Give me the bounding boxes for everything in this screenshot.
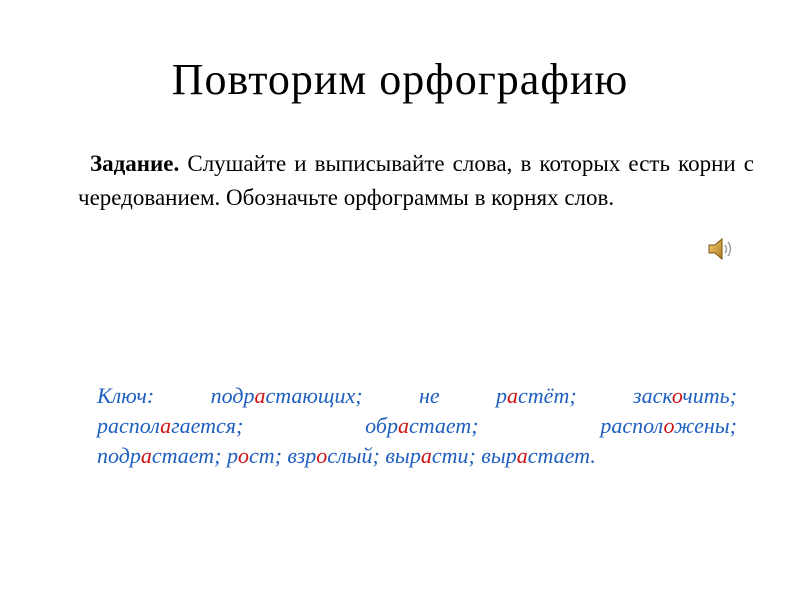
orthogram-letter: о [237,443,249,468]
orthogram-letter: о [663,413,674,438]
orthogram-letter: а [140,443,152,468]
orthogram-letter: а [160,413,172,438]
orthogram-letter: а [397,413,409,438]
key-text-segment: гается; обр [171,413,398,438]
orthogram-letter: о [316,443,328,468]
orthogram-letter: о [671,383,683,408]
key-line-2 [97,411,737,441]
task-paragraph [78,147,754,215]
key-text-segment: стает. [527,443,596,468]
key-line-3 [97,441,737,471]
key-text-segment: стёт; заск [518,383,672,408]
task-text: Слушайте и выписывайте слова, в которых есть корни с чередованием. Обозначьте орфограммы в корнях слов. [78,151,754,210]
key-text-segment: ст; взр [248,443,317,468]
answer-key [97,381,737,471]
orthogram-letter: а [516,443,528,468]
orthogram-letter: а [254,383,266,408]
key-text-segment: стающих; не р [265,383,508,408]
key-text-segment: подр [97,443,141,468]
key-text-segment: распол [97,413,161,438]
key-text-segment: чить; [682,383,738,408]
key-line-1 [97,381,737,411]
orthogram-letter: а [420,443,432,468]
slide-title: Повторим орфографию [171,55,629,104]
key-text-segment: сти; выр [431,443,517,468]
key-text-segment: жены; [673,413,737,438]
speaker-icon[interactable] [706,236,736,262]
task-label: Задание. [90,151,180,176]
key-text-segment: стает; распол [408,413,664,438]
key-text-segment: слый; выр [327,443,421,468]
orthogram-letter: а [507,383,519,408]
key-text-segment: стает; р [151,443,238,468]
key-text-segment: Ключ: подр [97,383,255,408]
